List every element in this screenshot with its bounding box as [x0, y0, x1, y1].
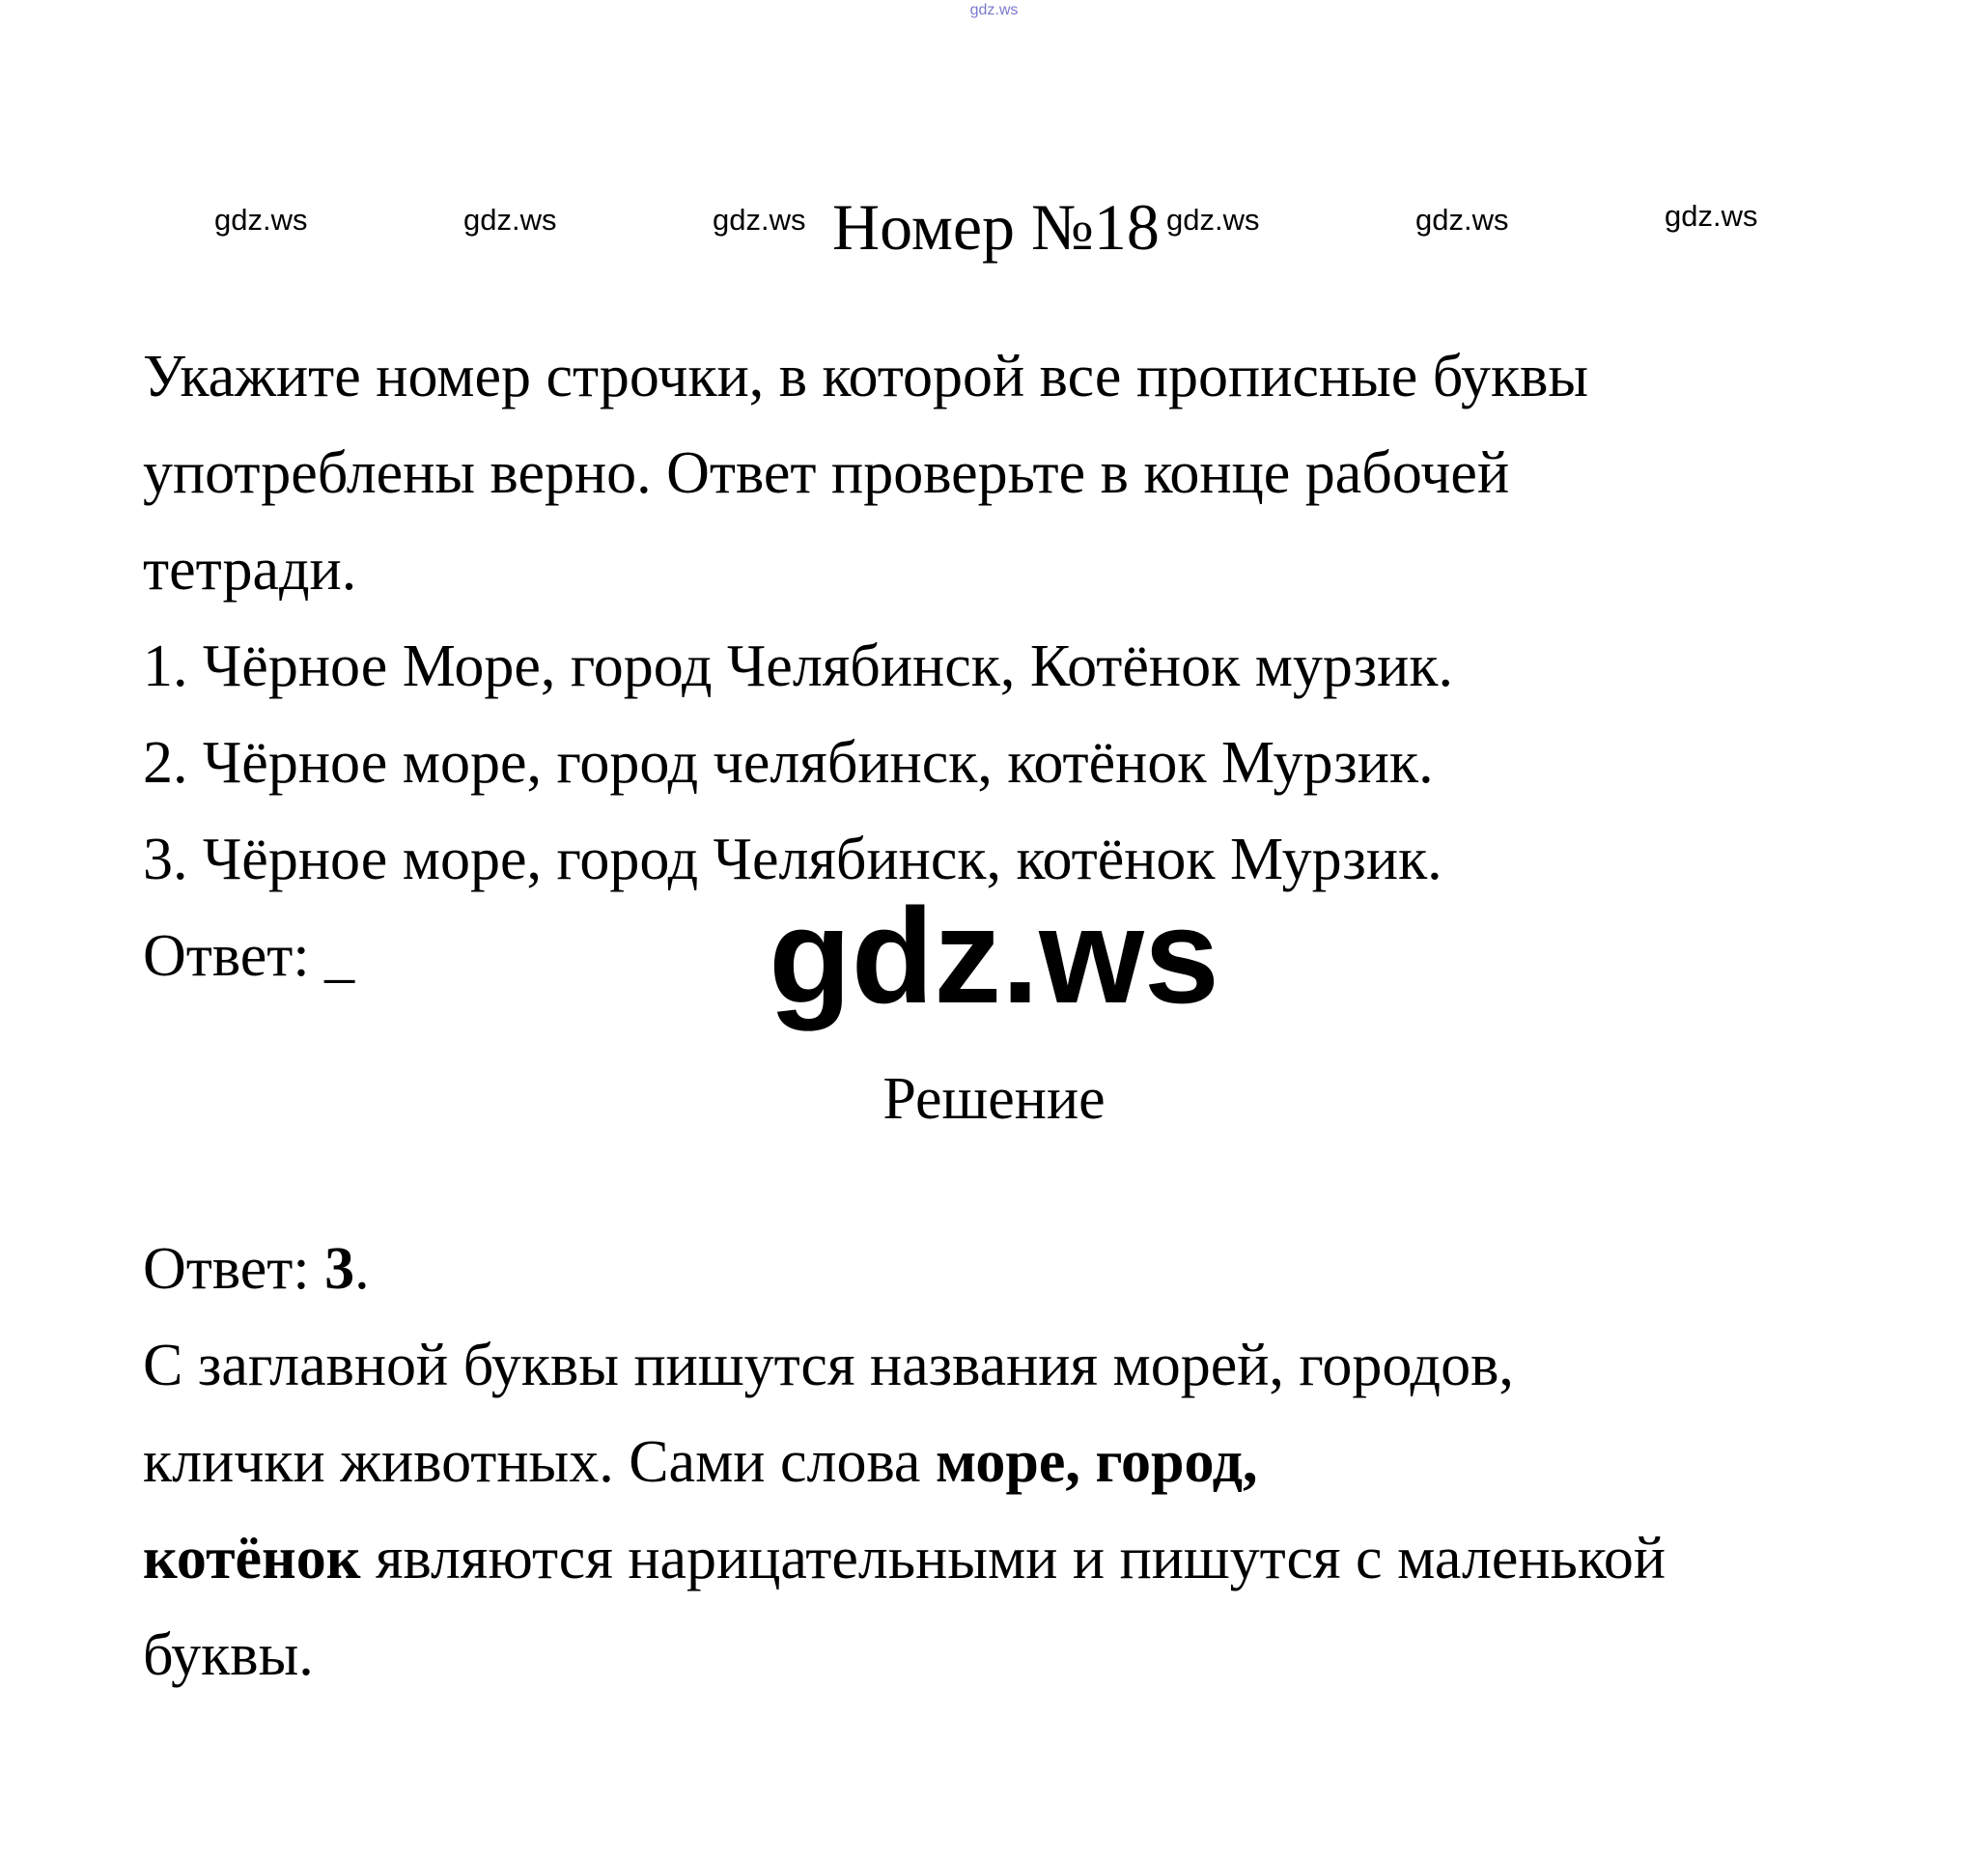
- page-title: Номер №18: [832, 190, 1160, 264]
- big-watermark: gdz.ws: [769, 880, 1219, 1031]
- explanation-line: буквы.: [143, 1622, 314, 1688]
- answer-blank-text: Ответ: _: [143, 923, 355, 989]
- explanation-line: С заглавной буквы пишутся названия морей, городов,: [143, 1333, 1514, 1398]
- task-line: тетради.: [143, 537, 357, 603]
- explanation-line: [143, 1510, 1900, 1607]
- header-watermark: gdz.ws: [214, 203, 308, 237]
- solution-answer-label: Ответ:: [143, 1236, 325, 1302]
- solution-block: [143, 1221, 1900, 1703]
- task-block: [143, 328, 1900, 908]
- explanation-text: клички животных. Сами слова: [143, 1429, 936, 1495]
- solution-answer-end: .: [354, 1236, 370, 1302]
- task-option-3: 3. Чёрное море, город Челябинск, котёнок Мурзик.: [143, 827, 1442, 892]
- task-line: употреблены верно. Ответ проверьте в конце рабочей: [143, 440, 1510, 506]
- solution-answer-value: 3: [324, 1236, 355, 1302]
- header-watermark: gdz.ws: [1166, 203, 1260, 237]
- explanation-line: [143, 1414, 1900, 1510]
- header-watermark: gdz.ws: [1665, 199, 1758, 233]
- explanation-bold: море, город,: [935, 1429, 1258, 1495]
- header-watermark: gdz.ws: [1415, 203, 1509, 237]
- explanation-bold: котёнок: [143, 1526, 361, 1591]
- task-option-1: 1. Чёрное Море, город Челябинск, Котёнок мурзик.: [143, 633, 1453, 699]
- task-line: Укажите номер строчки, в которой все прописные буквы: [143, 344, 1589, 409]
- solution-title: Решение: [882, 1066, 1106, 1132]
- solution-answer: [143, 1221, 1900, 1317]
- top-watermark: gdz.ws: [969, 2, 1019, 18]
- header-watermark: gdz.ws: [463, 203, 557, 237]
- explanation-text: являются нарицательными и пишутся с маленькой: [360, 1526, 1666, 1591]
- header-watermark: gdz.ws: [713, 203, 806, 237]
- task-option-2: 2. Чёрное море, город челябинск, котёнок Мурзик.: [143, 730, 1434, 796]
